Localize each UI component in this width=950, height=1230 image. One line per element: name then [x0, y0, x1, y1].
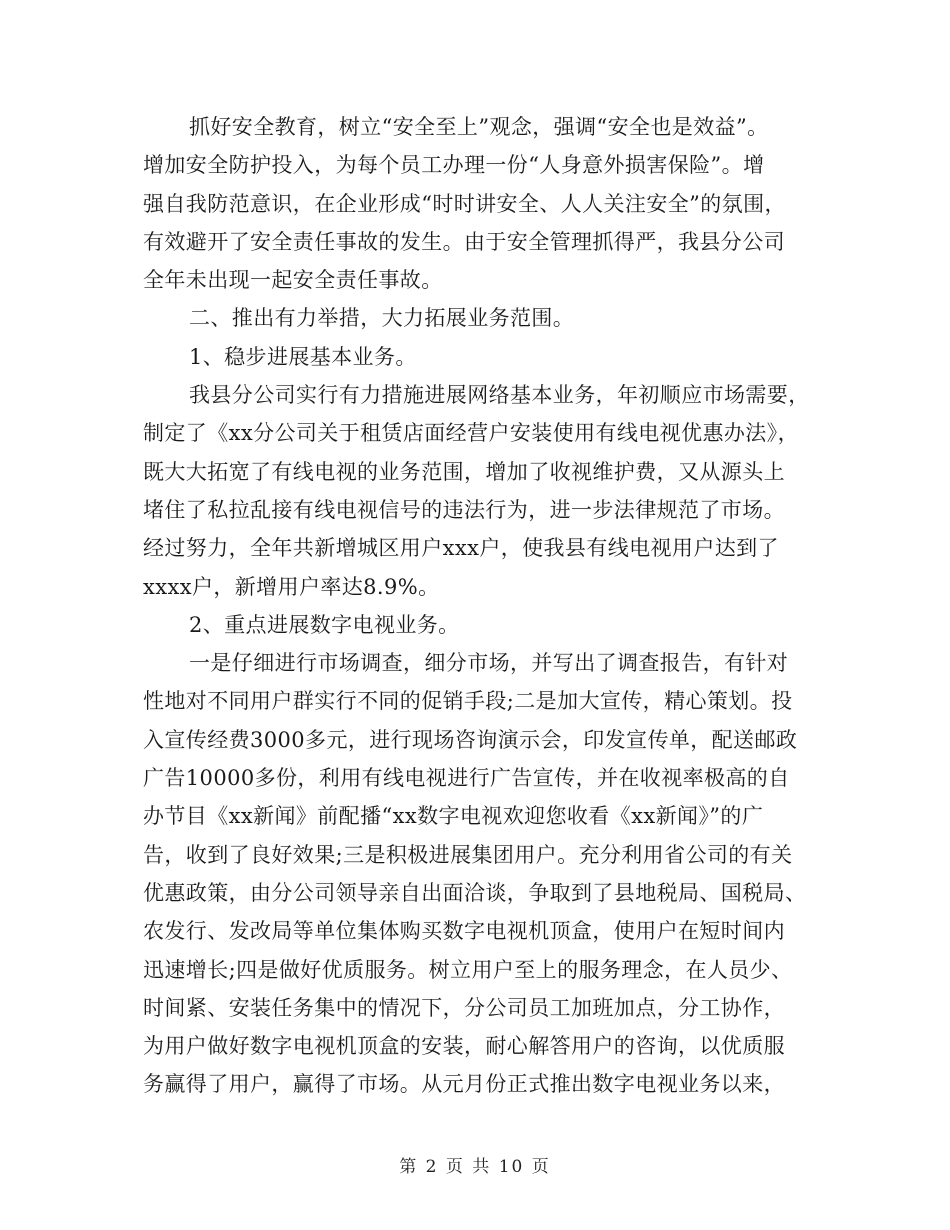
text-line: 强自我防范意识，在企业形成“时时讲安全、人人关注安全”的氛围，	[143, 191, 786, 216]
text-line: 2、重点进展数字电视业务。	[189, 612, 460, 637]
text-line: 1、稳步进展基本业务。	[189, 344, 417, 369]
text-line: 制定了《xx分公司关于租赁店面经营户安装使用有线电视优惠办法》，	[143, 421, 799, 446]
text-line: 务赢得了用户，赢得了市场。从元月份正式推出数字电视业务以来，	[143, 1072, 785, 1097]
page-footer: 第 2 页 共 10 页	[399, 1157, 551, 1177]
text-line: 我县分公司实行有力措施进展网络基本业务，年初顺应市场需要，	[189, 383, 810, 408]
text-line: 既大大拓宽了有线电视的业务范围，增加了收视维护费，又从源头上	[143, 459, 785, 484]
text-line: 广告10000多份，利用有线电视进行广告宣传，并在收视率极高的自	[143, 766, 790, 791]
text-line: 农发行、发改局等单位集体购买数字电视机顶盒，使用户在短时间内	[143, 919, 785, 944]
text-line: 抓好安全教育，树立“安全至上”观念，强调“安全也是效益”。	[189, 115, 769, 139]
text-line: 办节目《xx新闻》前配播“xx数字电视欢迎您收看《xx新闻》”的广	[143, 804, 764, 829]
text-line: 增加安全防护投入，为每个员工办理一份“人身意外损害保险”。增	[143, 153, 765, 178]
text-line: 有效避开了安全责任事故的发生。由于安全管理抓得严，我县分公司	[143, 229, 785, 254]
text-line: 优惠政策，由分公司领导亲自出面洽谈，争取到了县地税局、国税局、	[143, 880, 807, 905]
text-line: 入宣传经费3000多元，进行现场咨询演示会，印发宣传单，配送邮政	[143, 727, 798, 752]
text-line: 二、推出有力举措，大力拓展业务范围。	[189, 306, 575, 331]
text-line: 经过努力，全年共新增城区用户xxx户，使我县有线电视用户达到了	[143, 536, 779, 561]
text-line: 堵住了私拉乱接有线电视信号的违法行为，进一步法律规范了市场。	[143, 497, 785, 522]
text-line: 全年未出现一起安全责任事故。	[143, 268, 443, 293]
text-line: 迅速增长;四是做好优质服务。树立用户至上的服务理念，在人员少、	[143, 957, 793, 982]
text-line: 时间紧、安装任务集中的情况下，分公司员工加班加点，分工协作，	[143, 995, 785, 1020]
text-line: 性地对不同用户群实行不同的促销手段;二是加大宣传，精心策划。投	[143, 689, 793, 714]
text-line: xxxx户，新增用户率达8.9%。	[143, 574, 440, 599]
text-line: 为用户做好数字电视机顶盒的安装，耐心解答用户的咨询，以优质服	[143, 1034, 785, 1059]
text-line: 告，收到了良好效果;三是积极进展集团用户。充分利用省公司的有关	[143, 842, 793, 867]
text-line: 一是仔细进行市场调查，细分市场，并写出了调查报告，有针对	[189, 651, 789, 676]
document-body	[143, 108, 813, 1104]
